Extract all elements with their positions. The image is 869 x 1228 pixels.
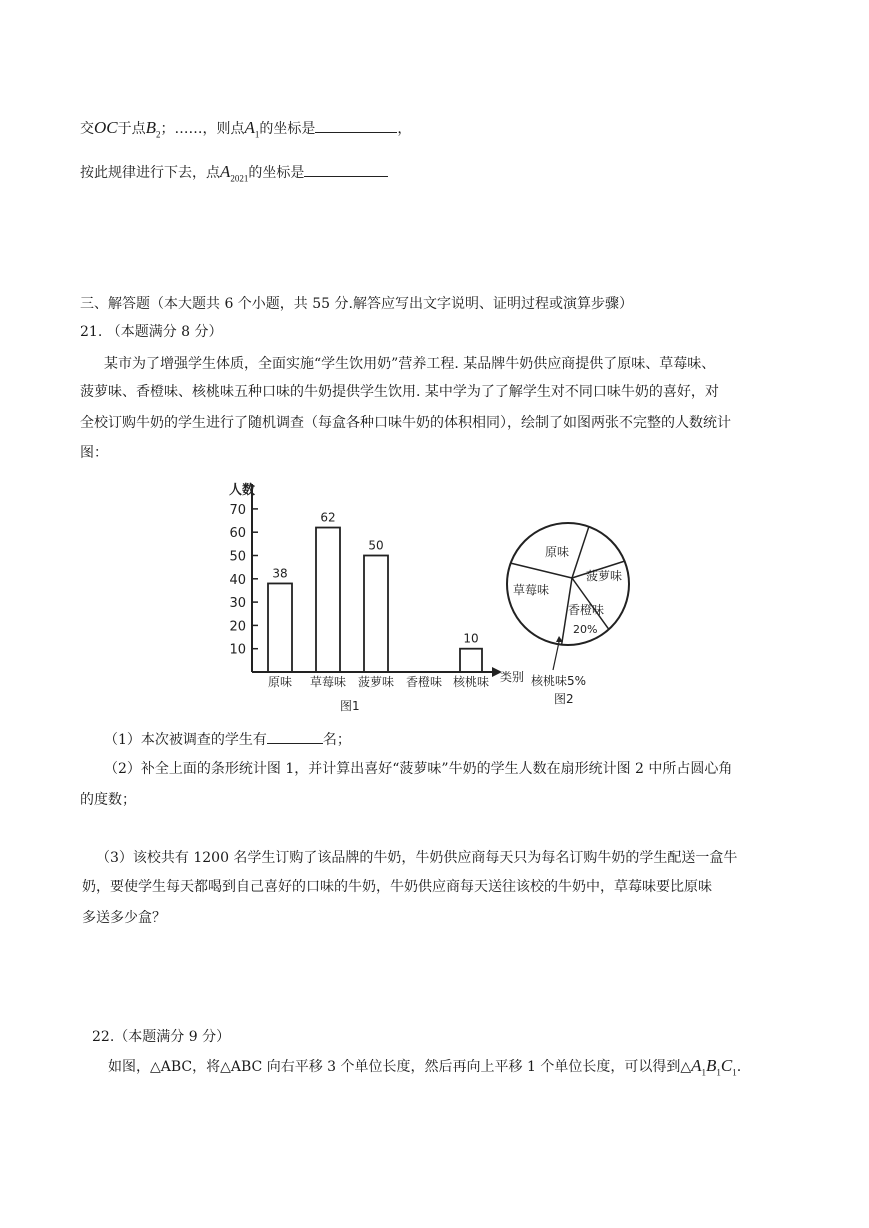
bar-data-label: 62 — [320, 510, 336, 525]
question-21-part-3-line-3: 多送多少盒？ — [82, 910, 166, 926]
text-segment: 的坐标是 — [259, 121, 316, 137]
text-segment: 交 — [80, 121, 94, 137]
question-20-rule-line — [80, 162, 388, 188]
bar-chart-figure-1 — [229, 482, 524, 713]
answer-blank-a2021[interactable] — [304, 162, 388, 177]
bar-data-label: 38 — [272, 566, 288, 581]
pie-slice-label-walnut: 核桃味5% — [531, 674, 587, 688]
bar-1 — [268, 583, 292, 672]
text-segment: 如图，△ABC，将△ABC 向右平移 3 个单位长度，然后再向上平移 1 个单位长度，可以得到△ — [108, 1059, 692, 1075]
section-3-heading: 三、解答题（本大题共 6 个小题，共 55 分.解答应写出文字说明、证明过程或演算步骤） — [80, 296, 633, 312]
y-tick-label: 20 — [229, 619, 246, 635]
x-axis-label: 类别 — [500, 670, 525, 684]
question-21-part-1 — [104, 729, 351, 750]
text-segment: 按此规律进行下去，点 — [80, 165, 220, 181]
text-segment: 的坐标是 — [248, 165, 305, 181]
point-a2021-label: $A_{2021}$ — [220, 162, 249, 184]
category-label: 菠萝味 — [357, 675, 395, 689]
bar-3 — [364, 556, 388, 673]
text-segment: 名； — [322, 732, 351, 748]
segment-oc-label: OC — [94, 118, 118, 137]
question-22-text — [108, 1056, 741, 1082]
bar-data-label: 10 — [463, 631, 479, 646]
category-label: 香橙味 — [405, 675, 443, 689]
pie-slice-label-orange: 香橙味 — [568, 603, 605, 617]
text-segment: ；……，则点 — [160, 121, 245, 137]
answer-blank-a1[interactable] — [315, 118, 397, 133]
point-a1-label: $A_1$ — [244, 118, 260, 140]
question-21-part-3-line-2: 奶，要使学生每天都喝到自己喜好的口味的牛奶，牛奶供应商每天送往该校的牛奶中，草莓味要比原味 — [82, 879, 712, 895]
statistics-figure — [0, 470, 869, 730]
figure-2-caption: 图2 — [554, 692, 574, 706]
y-tick-label: 50 — [229, 549, 246, 565]
y-tick-label: 70 — [229, 502, 246, 518]
text-segment: . — [736, 1059, 742, 1075]
pie-chart-figure-2 — [507, 523, 629, 706]
question-21-part-2-line-1: （2）补全上面的条形统计图 1，并计算出喜好“菠萝味”牛奶的学生人数在扇形统计图 2 中所占圆心角 — [104, 761, 733, 777]
bar-2 — [316, 528, 340, 672]
pie-divider-strawberry-original — [511, 563, 572, 578]
category-label: 草莓味 — [309, 675, 347, 689]
bar-5 — [460, 649, 482, 672]
question-21-paragraph-line-3: 全校订购牛奶的学生进行了随机调查（每盒各种口味牛奶的体积相同），绘制了如图两张不完整的人数统计 — [80, 415, 731, 431]
answer-blank-students[interactable] — [267, 729, 323, 744]
pie-slice-label-pineapple: 菠萝味 — [586, 569, 623, 583]
question-21-paragraph-line-4: 图： — [80, 445, 108, 461]
y-tick-label: 30 — [229, 596, 246, 612]
figure-1-caption: 图1 — [340, 699, 360, 713]
pie-slice-label-strawberry: 草莓味 — [513, 583, 550, 597]
question-21-paragraph-line-2: 菠萝味、香橙味、核桃味五种口味的牛奶提供学生饮用. 某中学为了了解学生对不同口味牛奶的喜好，对 — [80, 384, 719, 400]
text-segment: ， — [397, 121, 412, 137]
y-tick-label: 10 — [229, 642, 246, 658]
question-21-part-2-line-2: 的度数； — [80, 792, 136, 808]
triangle-a1b1c1-label: $A_1B_1C_1$ — [691, 1056, 737, 1078]
pie-slice-label-original: 原味 — [545, 545, 570, 559]
category-label: 原味 — [267, 675, 293, 689]
question-21-part-3-line-1: （3）该校共有 1200 名学生订购了该品牌的牛奶，牛奶供应商每天只为每名订购牛奶的学生配送一盒牛 — [96, 850, 738, 866]
text-segment: 于点 — [117, 121, 146, 137]
pie-callout-arrow — [553, 642, 559, 670]
question-21-paragraph-line-1: 某市为了增强学生体质，全面实施“学生饮用奶”营养工程. 某品牌牛奶供应商提供了原味、草莓味、 — [104, 356, 716, 372]
question-21-title: 21. （本题满分 8 分） — [80, 324, 223, 340]
y-tick-label: 40 — [229, 572, 246, 588]
y-tick-label: 60 — [229, 526, 246, 542]
question-20-continuation-line — [80, 118, 411, 144]
question-22-title: 22.（本题满分 9 分） — [92, 1029, 231, 1045]
bar-data-label: 50 — [368, 538, 384, 553]
y-axis-label: 人数 — [229, 483, 256, 498]
category-label: 核桃味 — [452, 675, 490, 689]
pie-slice-percent-orange: 20% — [573, 623, 598, 636]
text-segment: （1）本次被调查的学生有 — [104, 732, 267, 748]
point-b2-label: $B_2$ — [145, 118, 161, 140]
